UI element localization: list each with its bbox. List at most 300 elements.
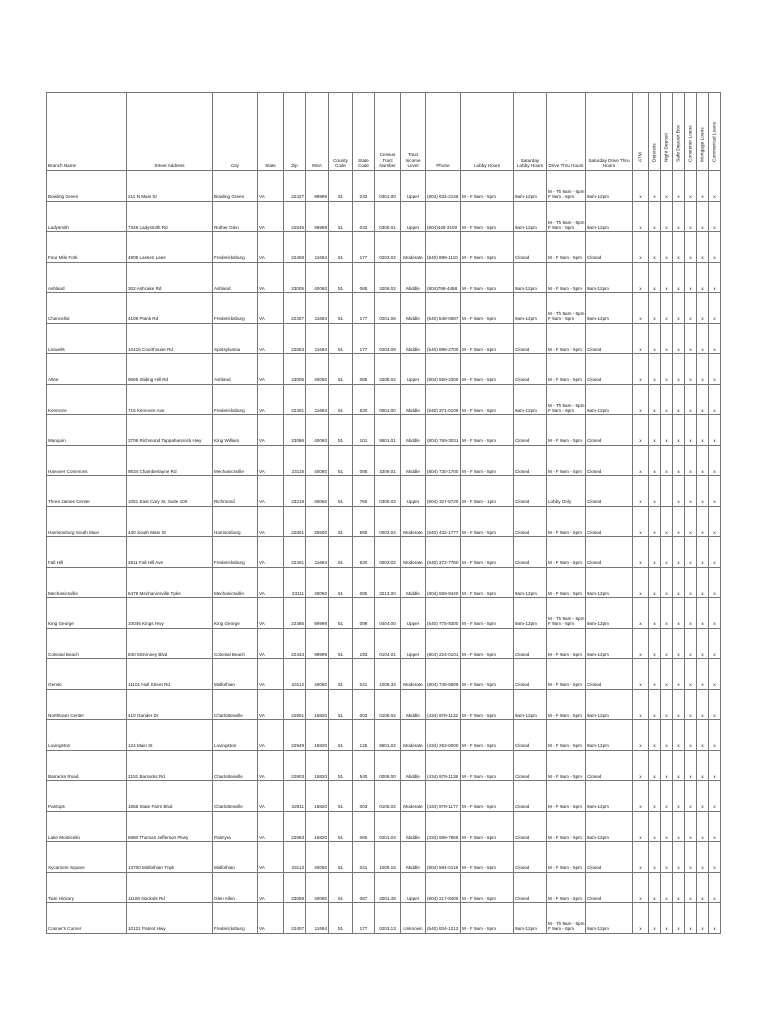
commercial-loans-mark: x: [709, 445, 721, 476]
street-address-cell: 440 South Main St: [127, 506, 213, 537]
drive-thru-hours-cell: M - F 9am - 5pm: [547, 445, 586, 476]
state-code-cell: 51: [329, 171, 353, 202]
county-code-cell: 193: [353, 628, 375, 659]
county-code-cell: 085: [353, 262, 375, 293]
commercial-loans-mark: x: [709, 476, 721, 507]
lobby-hours-cell: M - F 9am - 5pm: [461, 811, 514, 842]
lobby-hours-cell: M - F 9am - 5pm: [461, 628, 514, 659]
atm-mark: x: [633, 659, 649, 690]
zip-cell: 22801: [284, 506, 306, 537]
deposits-mark: x: [649, 628, 661, 659]
income-level-cell: Unknown: [401, 903, 426, 934]
state-cell: VA: [258, 232, 284, 263]
deposits-mark: x: [649, 506, 661, 537]
zip-cell: 22901: [284, 689, 306, 720]
income-level-cell: Upper: [401, 872, 426, 903]
income-level-cell: Moderate: [401, 781, 426, 812]
mortgage-loans-mark: x: [697, 628, 709, 659]
atm-mark: x: [633, 842, 649, 873]
deposits-mark: x: [649, 720, 661, 751]
header-mortgage-loans: Mortgage Loans: [697, 93, 709, 171]
commercial-loans-mark: x: [709, 201, 721, 232]
commercial-loans-mark: x: [709, 506, 721, 537]
zip-cell: 22408: [284, 232, 306, 263]
night-deposit-mark: x: [661, 232, 673, 263]
street-address-cell: 1051 East Cary St, Suite 100: [127, 476, 213, 507]
saturday-drive-thru-hours-cell: Closed: [586, 842, 633, 873]
msa-cell: 40060: [306, 445, 329, 476]
state-cell: VA: [258, 872, 284, 903]
saturday-drive-thru-hours-cell: Closed: [586, 232, 633, 263]
drive-thru-hours-cell: M - Th 9am - 5pm F 9am - 6pm: [547, 384, 586, 415]
lobby-hours-cell: M - F 9am - 1pm: [461, 476, 514, 507]
safe-deposit-box-mark: x: [673, 659, 685, 690]
atm-mark: x: [633, 476, 649, 507]
table-row: [47, 567, 721, 598]
phone-cell: (540) 775-9300: [426, 598, 461, 629]
state-cell: VA: [258, 354, 284, 385]
county-code-cell: 033: [353, 171, 375, 202]
safe-deposit-box-mark: x: [673, 781, 685, 812]
consumer-loans-mark: x: [685, 842, 697, 873]
mortgage-loans-mark: x: [697, 293, 709, 324]
lobby-hours-cell: M - F 9am - 5pm: [461, 445, 514, 476]
safe-deposit-box-mark: x: [673, 811, 685, 842]
census-tract-cell: 0001.00: [375, 384, 401, 415]
atm-mark: x: [633, 171, 649, 202]
census-tract-cell: 0002.02: [375, 537, 401, 568]
state-cell: VA: [258, 842, 284, 873]
state-code-cell: 51: [329, 628, 353, 659]
header-saturday-lobby-hours: Saturday Lobby Hours: [514, 93, 547, 171]
night-deposit-mark: x: [661, 201, 673, 232]
atm-mark: x: [633, 689, 649, 720]
mortgage-loans-mark: x: [697, 506, 709, 537]
msa-cell: 40060: [306, 659, 329, 690]
branch-name-cell: Four Mile Fork: [47, 232, 127, 263]
night-deposit-mark: x: [661, 598, 673, 629]
lobby-hours-cell: M - F 9am - 5pm: [461, 537, 514, 568]
commercial-loans-mark: x: [709, 598, 721, 629]
census-tract-cell: 0301.00: [375, 171, 401, 202]
msa-cell: 99999: [306, 201, 329, 232]
table-row: [47, 659, 721, 690]
safe-deposit-box-mark: x: [673, 842, 685, 873]
msa-cell: 99999: [306, 628, 329, 659]
income-level-cell: Upper: [401, 598, 426, 629]
table-row: [47, 415, 721, 446]
state-code-cell: 51: [329, 354, 353, 385]
city-cell: Lovingston: [213, 720, 258, 751]
mortgage-loans-mark: x: [697, 811, 709, 842]
mortgage-loans-mark: x: [697, 201, 709, 232]
census-tract-cell: 0201.06: [375, 293, 401, 324]
consumer-loans-mark: x: [685, 354, 697, 385]
state-code-cell: 51: [329, 384, 353, 415]
header-phone: Phone: [426, 93, 461, 171]
phone-cell: (804) 769-3031: [426, 415, 461, 446]
night-deposit-mark: x: [661, 689, 673, 720]
atm-mark: x: [633, 293, 649, 324]
state-cell: VA: [258, 811, 284, 842]
safe-deposit-box-mark: x: [673, 354, 685, 385]
city-cell: Spotsylvania: [213, 323, 258, 354]
mortgage-loans-mark: x: [697, 720, 709, 751]
branch-name-cell: King George: [47, 598, 127, 629]
mortgage-loans-mark: x: [697, 659, 709, 690]
table-row: [47, 811, 721, 842]
branch-name-cell: Barracks Road: [47, 750, 127, 781]
commercial-loans-mark: x: [709, 537, 721, 568]
night-deposit-mark: x: [661, 445, 673, 476]
street-address-cell: 302 Ashcake Rd: [127, 262, 213, 293]
state-code-cell: 51: [329, 689, 353, 720]
consumer-loans-mark: x: [685, 659, 697, 690]
phone-cell: (804)448-3100: [426, 201, 461, 232]
header-night-deposit: Night Deposit: [661, 93, 673, 171]
street-address-cell: 1658 State Farm Blvd: [127, 781, 213, 812]
commercial-loans-mark: x: [709, 354, 721, 385]
zip-cell: 23219: [284, 476, 306, 507]
deposits-mark: x: [649, 659, 661, 690]
table-row: [47, 903, 721, 934]
saturday-drive-thru-hours-cell: 9am-12pm: [586, 628, 633, 659]
header-msa: MSA: [306, 93, 329, 171]
county-code-cell: 003: [353, 689, 375, 720]
consumer-loans-mark: x: [685, 720, 697, 751]
atm-mark: x: [633, 384, 649, 415]
table-row: [47, 232, 721, 263]
census-tract-cell: 0404.00: [375, 598, 401, 629]
street-address-cell: 410 Gander Dr: [127, 689, 213, 720]
mortgage-loans-mark: x: [697, 415, 709, 446]
zip-cell: 22485: [284, 598, 306, 629]
night-deposit-mark: x: [661, 262, 673, 293]
header-city: City: [213, 93, 258, 171]
consumer-loans-mark: x: [685, 689, 697, 720]
commercial-loans-mark: x: [709, 628, 721, 659]
consumer-loans-mark: x: [685, 567, 697, 598]
lobby-hours-cell: M - F 9am - 5pm: [461, 415, 514, 446]
deposits-mark: x: [649, 567, 661, 598]
deposits-mark: x: [649, 750, 661, 781]
branch-name-cell: Mechanicsville: [47, 567, 127, 598]
branch-name-cell: Bowling Green: [47, 171, 127, 202]
msa-cell: 16820: [306, 750, 329, 781]
night-deposit-mark: x: [661, 415, 673, 446]
saturday-drive-thru-hours-cell: Closed: [586, 476, 633, 507]
state-cell: VA: [258, 323, 284, 354]
phone-cell: (804) 550-2300: [426, 354, 461, 385]
night-deposit-mark: x: [661, 781, 673, 812]
zip-cell: 23005: [284, 262, 306, 293]
safe-deposit-box-mark: x: [673, 903, 685, 934]
phone-cell: (540) 898-1110: [426, 232, 461, 263]
night-deposit-mark: x: [661, 293, 673, 324]
income-level-cell: Middle: [401, 323, 426, 354]
mortgage-loans-mark: x: [697, 567, 709, 598]
msa-cell: 99999: [306, 598, 329, 629]
state-cell: VA: [258, 293, 284, 324]
commercial-loans-mark: x: [709, 750, 721, 781]
saturday-lobby-hours-cell: Closed: [514, 720, 547, 751]
night-deposit-mark: x: [661, 567, 673, 598]
atm-mark: x: [633, 872, 649, 903]
zip-cell: 22963: [284, 811, 306, 842]
header-commercial-loans: Commerical Loans: [709, 93, 721, 171]
commercial-loans-mark: x: [709, 781, 721, 812]
income-level-cell: Middle: [401, 384, 426, 415]
income-level-cell: Upper: [401, 201, 426, 232]
table-row: [47, 537, 721, 568]
table-row: [47, 781, 721, 812]
night-deposit-mark: x: [661, 171, 673, 202]
lobby-hours-cell: M - F 9am - 5pm: [461, 232, 514, 263]
income-level-cell: Moderate: [401, 232, 426, 263]
mortgage-loans-mark: x: [697, 171, 709, 202]
commercial-loans-mark: x: [709, 811, 721, 842]
consumer-loans-mark: x: [685, 750, 697, 781]
drive-thru-hours-cell: M - F 9am - 5pm: [547, 628, 586, 659]
msa-cell: 40060: [306, 842, 329, 873]
msa-cell: 16820: [306, 781, 329, 812]
header-saturday-drive-thru-hours: Saturday Drive Thru Hours: [586, 93, 633, 171]
mortgage-loans-mark: x: [697, 537, 709, 568]
city-cell: Colonial Beach: [213, 628, 258, 659]
msa-cell: 16820: [306, 720, 329, 751]
commercial-loans-mark: x: [709, 720, 721, 751]
zip-cell: 23086: [284, 415, 306, 446]
state-code-cell: 51: [329, 781, 353, 812]
county-code-cell: 099: [353, 598, 375, 629]
consumer-loans-mark: x: [685, 323, 697, 354]
city-cell: Midlothian: [213, 659, 258, 690]
saturday-lobby-hours-cell: Closed: [514, 811, 547, 842]
saturday-lobby-hours-cell: Closed: [514, 781, 547, 812]
branch-name-cell: Genito: [47, 659, 127, 690]
street-address-cell: 9665 Sliding Hill Rd: [127, 354, 213, 385]
county-code-cell: 177: [353, 323, 375, 354]
atm-mark: x: [633, 506, 649, 537]
atm-mark: x: [633, 567, 649, 598]
saturday-drive-thru-hours-cell: 9am-12pm: [586, 811, 633, 842]
county-code-cell: 085: [353, 567, 375, 598]
zip-cell: 23111: [284, 567, 306, 598]
header-branch-name: Branch Name: [47, 93, 127, 171]
table-row: [47, 445, 721, 476]
lobby-hours-cell: M - F 9am - 5pm: [461, 323, 514, 354]
safe-deposit-box-mark: x: [673, 445, 685, 476]
branch-name-cell: Cosner's Corner: [47, 903, 127, 934]
saturday-lobby-hours-cell: Closed: [514, 506, 547, 537]
saturday-drive-thru-hours-cell: 9am-12pm: [586, 201, 633, 232]
mortgage-loans-mark: x: [697, 750, 709, 781]
safe-deposit-box-mark: x: [673, 293, 685, 324]
census-tract-cell: 1009.34: [375, 659, 401, 690]
street-address-cell: 6479 Mechanicsville Tpke: [127, 567, 213, 598]
city-cell: King William: [213, 415, 258, 446]
drive-thru-hours-cell: M - F 9am - 5pm: [547, 537, 586, 568]
state-cell: VA: [258, 415, 284, 446]
phone-cell: (804) 569-9440: [426, 567, 461, 598]
city-cell: Fredericksburg: [213, 384, 258, 415]
street-address-cell: 13700 Midlothian Tnpk: [127, 842, 213, 873]
street-address-cell: 9534 Chamberlayne Rd: [127, 445, 213, 476]
atm-mark: x: [633, 323, 649, 354]
lobby-hours-cell: M - F 9am - 5pm: [461, 659, 514, 690]
mortgage-loans-mark: x: [697, 262, 709, 293]
zip-cell: 23112: [284, 659, 306, 690]
drive-thru-hours-cell: M - F 9am - 5pm: [547, 659, 586, 690]
msa-cell: 40060: [306, 262, 329, 293]
saturday-drive-thru-hours-cell: Closed: [586, 323, 633, 354]
drive-thru-hours-cell: M - F 9am - 5pm: [547, 232, 586, 263]
state-code-cell: 51: [329, 476, 353, 507]
drive-thru-hours-cell: M - F 9am - 5pm: [547, 842, 586, 873]
saturday-drive-thru-hours-cell: Closed: [586, 750, 633, 781]
lobby-hours-cell: M - F 9am - 5pm: [461, 842, 514, 873]
state-cell: VA: [258, 781, 284, 812]
state-code-cell: 51: [329, 750, 353, 781]
zip-cell: 22407: [284, 903, 306, 934]
lobby-hours-cell: M - F 9am - 5pm: [461, 872, 514, 903]
census-tract-cell: 0104.01: [375, 628, 401, 659]
census-tract-cell: 0106.04: [375, 689, 401, 720]
safe-deposit-box-mark: x: [673, 415, 685, 446]
deposits-mark: x: [649, 171, 661, 202]
msa-cell: 40060: [306, 476, 329, 507]
census-tract-cell: 0201.04: [375, 811, 401, 842]
mortgage-loans-mark: x: [697, 323, 709, 354]
drive-thru-hours-cell: M - F 9am - 5pm: [547, 567, 586, 598]
mortgage-loans-mark: x: [697, 689, 709, 720]
street-address-cell: 840 McKinney Blvd: [127, 628, 213, 659]
commercial-loans-mark: x: [709, 171, 721, 202]
branch-name-cell: Lake Monticello: [47, 811, 127, 842]
atm-mark: x: [633, 232, 649, 263]
street-address-cell: 124 Main St: [127, 720, 213, 751]
state-code-cell: 51: [329, 872, 353, 903]
atm-mark: x: [633, 262, 649, 293]
census-tract-cell: 3209.01: [375, 445, 401, 476]
drive-thru-hours-cell: M - F 9am - 5pm: [547, 354, 586, 385]
zip-cell: 22553: [284, 323, 306, 354]
saturday-drive-thru-hours-cell: Closed: [586, 537, 633, 568]
saturday-lobby-hours-cell: Closed: [514, 872, 547, 903]
drive-thru-hours-cell: M - F 9am - 5pm: [547, 689, 586, 720]
deposits-mark: x: [649, 201, 661, 232]
saturday-lobby-hours-cell: 9am-12pm: [514, 171, 547, 202]
census-tract-cell: 0203.09: [375, 323, 401, 354]
census-tract-cell: 0203.13: [375, 903, 401, 934]
consumer-loans-mark: x: [685, 384, 697, 415]
zip-cell: 22407: [284, 293, 306, 324]
header-income-level: Tract Income Level: [401, 93, 426, 171]
state-code-cell: 51: [329, 506, 353, 537]
census-tract-cell: 0002.04: [375, 506, 401, 537]
header-consumer-loans: Consumer Loans: [685, 93, 697, 171]
street-address-cell: 4109 Plank Rd: [127, 293, 213, 324]
zip-cell: 22949: [284, 720, 306, 751]
state-code-cell: 51: [329, 293, 353, 324]
county-code-cell: 177: [353, 293, 375, 324]
atm-mark: x: [633, 781, 649, 812]
drive-thru-hours-cell: M - Th 9am - 5pm F 9am - 6pm: [547, 903, 586, 934]
saturday-lobby-hours-cell: 9am-12pm: [514, 598, 547, 629]
income-level-cell: Middle: [401, 689, 426, 720]
phone-cell: (804) 224-0101: [426, 628, 461, 659]
saturday-lobby-hours-cell: Closed: [514, 354, 547, 385]
state-code-cell: 51: [329, 720, 353, 751]
safe-deposit-box-mark: x: [673, 628, 685, 659]
safe-deposit-box-mark: x: [673, 262, 685, 293]
atm-mark: x: [633, 537, 649, 568]
atm-mark: x: [633, 354, 649, 385]
saturday-drive-thru-hours-cell: 9am-12pm: [586, 689, 633, 720]
branch-name-cell: Colonial Beach: [47, 628, 127, 659]
phone-cell: (434) 978-1138: [426, 750, 461, 781]
saturday-lobby-hours-cell: 9am-12pm: [514, 262, 547, 293]
city-cell: Ashland: [213, 354, 258, 385]
census-tract-cell: 3208.04: [375, 354, 401, 385]
census-tract-cell: 3213.00: [375, 567, 401, 598]
branch-name-cell: Kenmore: [47, 384, 127, 415]
census-tract-cell: 0008.00: [375, 750, 401, 781]
deposits-mark: x: [649, 384, 661, 415]
header-state-code: State Code: [353, 93, 375, 171]
street-address-cell: 211 N Main St: [127, 171, 213, 202]
lobby-hours-cell: M - F 9am - 5pm: [461, 171, 514, 202]
income-level-cell: Middle: [401, 567, 426, 598]
phone-cell: (540) 372-7760: [426, 537, 461, 568]
saturday-drive-thru-hours-cell: 9am-12pm: [586, 567, 633, 598]
phone-cell: (804) 745-6609: [426, 659, 461, 690]
lobby-hours-cell: M - F 9am - 5pm: [461, 506, 514, 537]
lobby-hours-cell: M - F 9am - 5pm: [461, 689, 514, 720]
drive-thru-hours-cell: M - F 9am - 5pm: [547, 781, 586, 812]
deposits-mark: x: [649, 445, 661, 476]
saturday-lobby-hours-cell: 9am-12pm: [514, 201, 547, 232]
census-tract-cell: 3206.02: [375, 262, 401, 293]
city-cell: Fredericksburg: [213, 537, 258, 568]
phone-cell: (434) 263-6000: [426, 720, 461, 751]
table-row: [47, 842, 721, 873]
commercial-loans-mark: x: [709, 842, 721, 873]
deposits-mark: x: [649, 476, 661, 507]
header-census-tract: Census Tract Number: [375, 93, 401, 171]
state-code-cell: 51: [329, 811, 353, 842]
income-level-cell: Middle: [401, 262, 426, 293]
deposits-mark: x: [649, 262, 661, 293]
income-level-cell: Middle: [401, 811, 426, 842]
state-cell: VA: [258, 384, 284, 415]
night-deposit-mark: x: [661, 872, 673, 903]
state-code-cell: 51: [329, 262, 353, 293]
atm-mark: x: [633, 750, 649, 781]
msa-cell: 16820: [306, 689, 329, 720]
safe-deposit-box-mark: x: [673, 750, 685, 781]
safe-deposit-box-mark: x: [673, 689, 685, 720]
city-cell: Fredericksburg: [213, 903, 258, 934]
income-level-cell: Middle: [401, 415, 426, 446]
safe-deposit-box-mark: x: [673, 232, 685, 263]
branch-table: [46, 92, 721, 934]
atm-mark: x: [633, 445, 649, 476]
city-cell: Charlottesville: [213, 689, 258, 720]
city-cell: Palmyra: [213, 811, 258, 842]
city-cell: Harrisonburg: [213, 506, 258, 537]
saturday-lobby-hours-cell: Closed: [514, 659, 547, 690]
